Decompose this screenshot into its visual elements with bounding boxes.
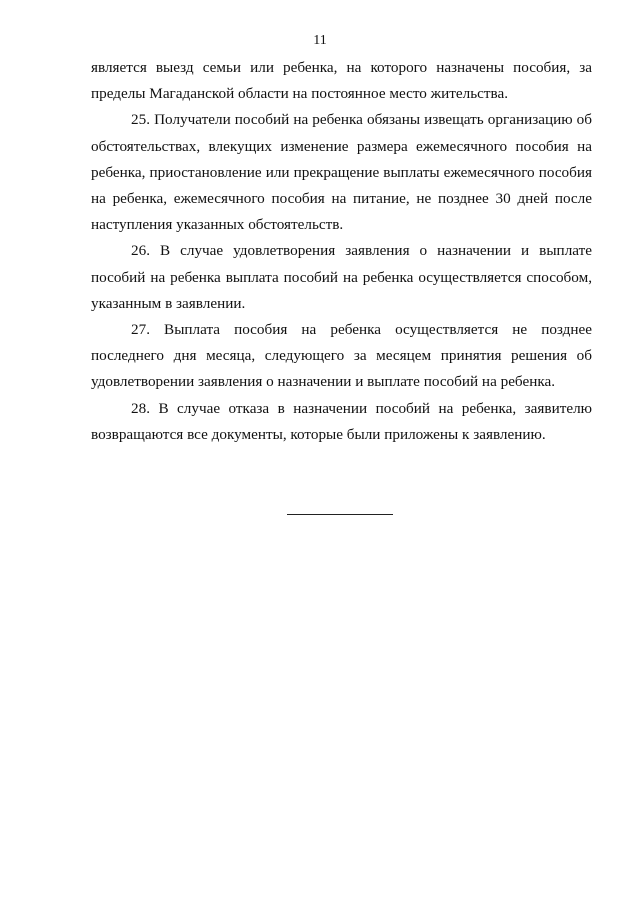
- paragraph-item-27: 27. Выплата пособия на ребенка осуществляется не позднее последнего дня месяца, следующего за месяцем принятия решения об удовлетворении заявления о назначении и выплате пособий на ребенка.: [91, 321, 592, 391]
- paragraph-continuation: является выезд семьи или ребенка, на которого назначены пособия, за пределы Магаданской области на постоянное место жительства.: [91, 59, 592, 103]
- paragraph-item-26: 26. В случае удовлетворения заявления о назначении и выплате пособий на ребенка выплата пособий на ребенка осуществляется способом, указанным в заявлении.: [91, 242, 592, 312]
- paragraph-item-25: 25. Получатели пособий на ребенка обязаны извещать организацию об обстоятельствах, влекущих изменение размера ежемесячного пособия на ребенка, приостановление или прекращение выплаты ежемесячного пособия на ребенка, ежемесячного пособия на питание, не позднее 30 дней после наступления указанных обстоятельств.: [91, 111, 592, 234]
- end-separator-line: [287, 514, 393, 515]
- paragraph-item-28: 28. В случае отказа в назначении пособий на ребенка, заявителю возвращаются все документы, которые были приложены к заявлению.: [91, 399, 592, 443]
- page-number: 11: [313, 33, 327, 48]
- document-body: [91, 55, 592, 448]
